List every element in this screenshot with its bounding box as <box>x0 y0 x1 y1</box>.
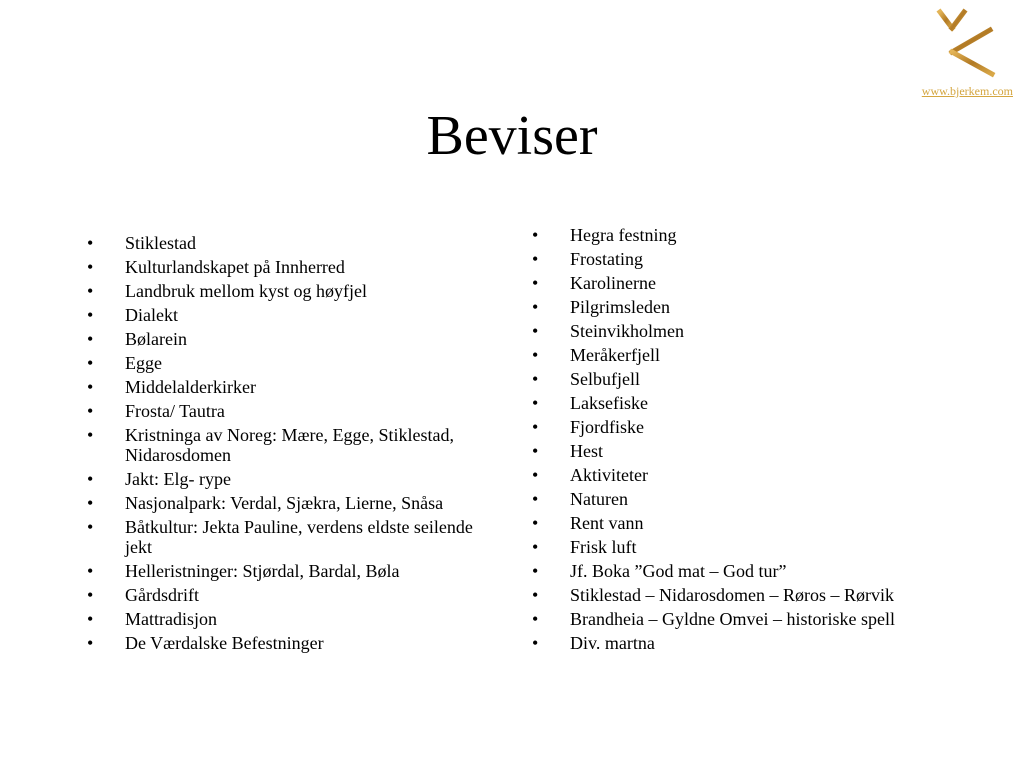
bullet-item: • Frostating <box>532 249 972 269</box>
bullet-item: • Fjordfiske <box>532 417 972 437</box>
slide-title: Beviser <box>426 105 598 167</box>
bullet-item: • Hest <box>532 441 972 461</box>
bullet-item: • Middelalderkirker <box>87 377 487 397</box>
bullet-item: • Bølarein <box>87 329 487 349</box>
bullet-item: • Steinvikholmen <box>532 321 972 341</box>
bullet-item: • Brandheia – Gyldne Omvei – historiske spell <box>532 609 972 629</box>
bullet-item: • Meråkerfjell <box>532 345 972 365</box>
bullet-item: • Rent vann <box>532 513 972 533</box>
bullet-item: • Landbruk mellom kyst og høyfjel <box>87 281 487 301</box>
bullet-item: • Karolinerne <box>532 273 972 293</box>
website-link[interactable]: www.bjerkem.com <box>921 84 1013 98</box>
bullet-item: • Kristninga av Noreg: Mære, Egge, Stiklestad, Nidarosdomen <box>87 425 487 465</box>
bullet-item: • Frisk luft <box>532 537 972 557</box>
bullet-item: • De Værdalske Befestninger <box>87 633 487 653</box>
bullet-item: • Helleristninger: Stjørdal, Bardal, Bøla <box>87 561 487 581</box>
bjerkem-logo-icon[interactable] <box>930 6 998 78</box>
bullet-item: • Båtkultur: Jekta Pauline, verdens eldste seilende jekt <box>87 517 487 557</box>
bullet-item: • Kulturlandskapet på Innherred <box>87 257 487 277</box>
bullet-item: • Stiklestad <box>87 233 487 253</box>
bullet-item: • Naturen <box>532 489 972 509</box>
bullet-item: • Dialekt <box>87 305 487 325</box>
bullet-item: • Aktiviteter <box>532 465 972 485</box>
bullet-item: • Selbufjell <box>532 369 972 389</box>
bullet-item: • Gårdsdrift <box>87 585 487 605</box>
bullet-item: • Stiklestad – Nidarosdomen – Røros – Rørvik <box>532 585 972 605</box>
bullet-item: • Nasjonalpark: Verdal, Sjækra, Lierne, Snåsa <box>87 493 487 513</box>
bullet-item: • Div. martna <box>532 633 972 653</box>
bullet-item: • Frosta/ Tautra <box>87 401 487 421</box>
left-bullet-list <box>87 233 487 657</box>
bullet-item: • Hegra festning <box>532 225 972 245</box>
bullet-item: • Egge <box>87 353 487 373</box>
right-bullet-list <box>532 225 972 657</box>
bullet-item: • Pilgrimsleden <box>532 297 972 317</box>
bullet-item: • Jf. Boka ”God mat – God tur” <box>532 561 972 581</box>
bullet-item: • Jakt: Elg- rype <box>87 469 487 489</box>
bullet-item: • Mattradisjon <box>87 609 487 629</box>
bullet-item: • Laksefiske <box>532 393 972 413</box>
